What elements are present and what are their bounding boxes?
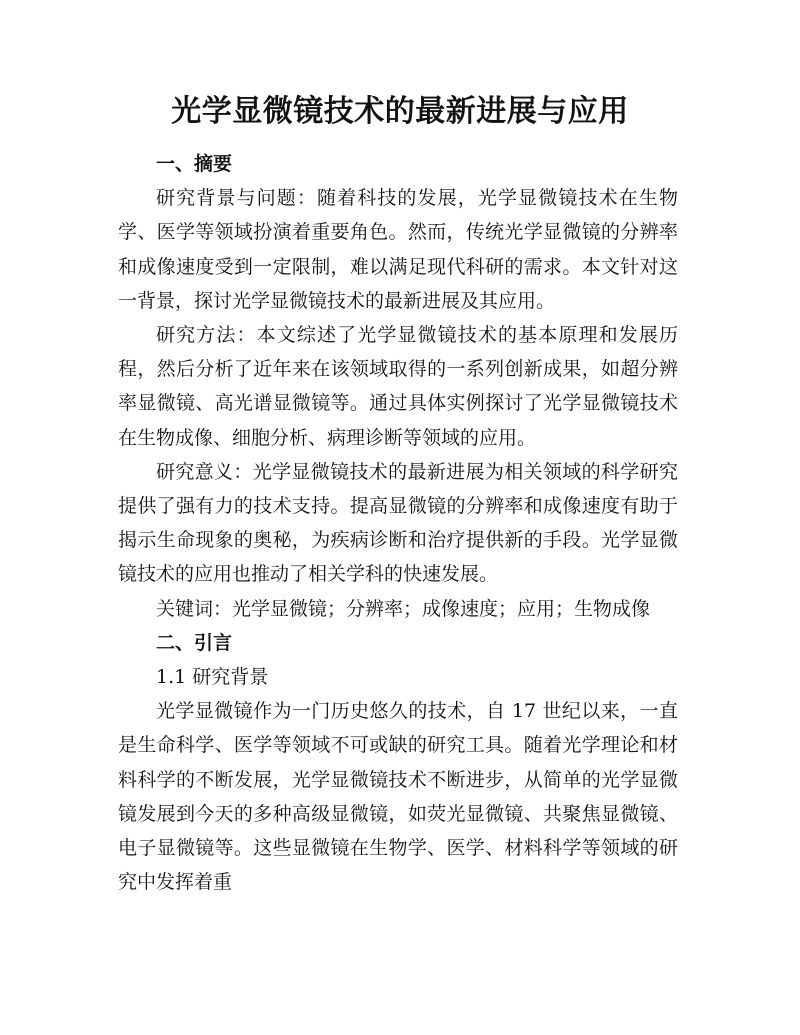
keywords-line: 关键词：光学显微镜；分辨率；成像速度；应用；生物成像 xyxy=(156,597,651,620)
introduction-heading: 二、引言 xyxy=(156,631,233,654)
abstract-significance-paragraph: 研究意义：光学显微镜技术的最新进展为相关领域的科学研究提供了强有力的技术支持。提高显微镜的分辨率和成像速度有助于揭示生命现象的奥秘，为疾病诊断和治疗提供新的手段。光学显微镜技术的应用也推动了相关学科的快速发展。 xyxy=(118,460,678,586)
research-background-subheading: 1.1 研究背景 xyxy=(156,666,269,689)
document-body xyxy=(118,147,678,899)
abstract-background-paragraph: 研究背景与问题：随着科技的发展，光学显微镜技术在生物学、医学等领域扮演着重要角色。然而，传统光学显微镜的分辨率和成像速度受到一定限制，难以满足现代科研的需求。本文针对这一背景，探讨光学显微镜技术的最新进展及其应用。 xyxy=(118,187,678,312)
document-title: 光学显微镜技术的最新进展与应用 xyxy=(171,94,629,129)
abstract-heading: 一、摘要 xyxy=(156,153,233,175)
introduction-paragraph: 光学显微镜作为一门历史悠久的技术，自 17 世纪以来，一直是生命科学、医学等领域不可或缺的研究工具。随着光学理论和材料科学的不断发展，光学显微镜技术不断进步，从简单的光学显微镜发展到今天的多种高级显微镜，如荧光显微镜、共聚焦显微镜、电子显微镜等。这些显微镜在生物学、医学、材料科学等领域的研究中发挥着重 xyxy=(118,700,678,894)
abstract-methods-paragraph: 研究方法：本文综述了光学显微镜技术的基本原理和发展历程，然后分析了近年来在该领域取得的一系列创新成果，如超分辨率显微镜、高光谱显微镜等。通过具体实例探讨了光学显微镜技术在生物成像、细胞分析、病理诊断等领域的应用。 xyxy=(118,324,678,449)
